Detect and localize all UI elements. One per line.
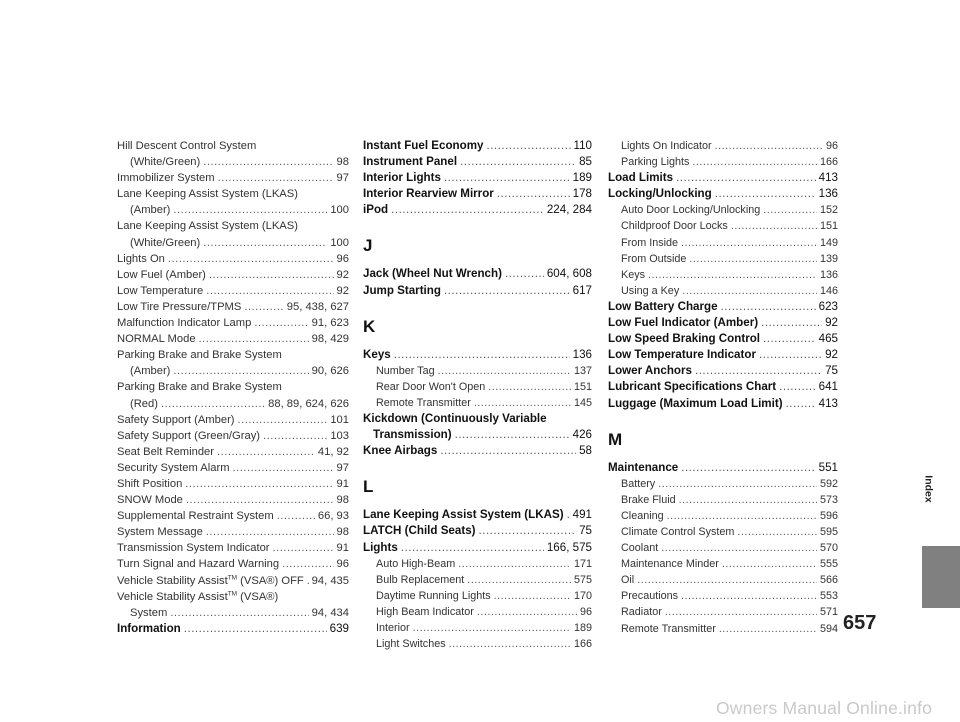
index-entry[interactable]: Oil ..... 566	[608, 572, 838, 588]
index-entry[interactable]: Vehicle Stability Assist™ (VSA®) OFF ..... 94, 435	[117, 573, 349, 589]
index-entry[interactable]: Battery ..... 592	[608, 476, 838, 492]
section-letter-l: L	[363, 477, 374, 497]
index-entry[interactable]: Precautions ..... 553	[608, 588, 838, 604]
index-entry[interactable]: High Beam Indicator ..... 96	[363, 604, 592, 620]
index-column-3	[608, 138, 838, 637]
index-entry[interactable]: Seat Belt Reminder ..... 41, 92	[117, 444, 349, 460]
section-letter-m: M	[608, 429, 623, 449]
index-column-2	[363, 138, 592, 652]
index-entry[interactable]: (White/Green) ..... 98	[117, 154, 349, 170]
index-entry[interactable]: Immobilizer System ..... 97	[117, 170, 349, 186]
index-entry[interactable]: Coolant ..... 570	[608, 540, 838, 556]
index-entry[interactable]: Cleaning ..... 596	[608, 508, 838, 524]
index-entry[interactable]: Light Switches ..... 166	[363, 636, 592, 652]
index-entry: Vehicle Stability Assist™ (VSA®)	[117, 589, 279, 603]
index-entry[interactable]: Bulb Replacement ..... 575	[363, 572, 592, 588]
index-entry[interactable]: Brake Fluid ..... 573	[608, 492, 838, 508]
index-entry[interactable]: Malfunction Indicator Lamp ..... 91, 623	[117, 315, 349, 331]
index-entry[interactable]: Remote Transmitter ..... 145	[363, 395, 592, 411]
index-entry[interactable]: Low Temperature Indicator ..... 92	[608, 347, 838, 363]
index-entry[interactable]: Luggage (Maximum Load Limit) ..... 413	[608, 396, 838, 412]
index-entry[interactable]: Radiator ..... 571	[608, 604, 838, 620]
index-entry[interactable]: Remote Transmitter ..... 594	[608, 621, 838, 637]
index-entry[interactable]: Low Tire Pressure/TPMS ..... 95, 438, 627	[117, 299, 349, 315]
index-side-tab[interactable]	[920, 466, 938, 512]
index-entry[interactable]: Childproof Door Locks ..... 151	[608, 218, 838, 234]
index-entry: Lane Keeping Assist System (LKAS)	[117, 220, 298, 233]
index-entry[interactable]: Interior ..... 189	[363, 620, 592, 636]
index-entry[interactable]: LATCH (Child Seats) ..... 75	[363, 523, 592, 539]
index-entry: Kickdown (Continuously Variable	[363, 412, 547, 426]
index-entry[interactable]: Number Tag ..... 137	[363, 363, 592, 379]
index-entry[interactable]: iPod ..... 224, 284	[363, 202, 592, 218]
index-entry[interactable]: Knee Airbags ..... 58	[363, 443, 592, 459]
index-entry[interactable]: Lower Anchors ..... 75	[608, 363, 838, 379]
index-entry[interactable]: SNOW Mode ..... 98	[117, 492, 349, 508]
index-entry[interactable]: Low Fuel Indicator (Amber) ..... 92	[608, 315, 838, 331]
index-entry: Parking Brake and Brake System	[117, 381, 282, 394]
index-entry: Lane Keeping Assist System (LKAS)	[117, 188, 298, 201]
index-tab-marker	[922, 546, 960, 608]
index-entry[interactable]: Keys ..... 136	[363, 347, 592, 363]
index-entry[interactable]: Instrument Panel ..... 85	[363, 154, 592, 170]
index-entry[interactable]: System Message ..... 98	[117, 524, 349, 540]
page-number: 657	[843, 612, 877, 634]
index-entry[interactable]: Maintenance Minder ..... 555	[608, 556, 838, 572]
index-entry[interactable]: Transmission) ..... 426	[363, 427, 592, 443]
index-entry[interactable]: Auto High-Beam ..... 171	[363, 556, 592, 572]
index-entry[interactable]: Lubricant Specifications Chart ..... 641	[608, 379, 838, 395]
index-entry[interactable]: Supplemental Restraint System ..... 66, 93	[117, 508, 349, 524]
index-entry[interactable]: Safety Support (Amber) ..... 101	[117, 412, 349, 428]
index-entry[interactable]: Auto Door Locking/Unlocking ..... 152	[608, 202, 838, 218]
index-entry[interactable]: Keys ..... 136	[608, 267, 838, 283]
index-entry[interactable]: Jump Starting ..... 617	[363, 283, 592, 299]
index-entry[interactable]: Shift Position ..... 91	[117, 476, 349, 492]
index-entry[interactable]: Lights On ..... 96	[117, 251, 349, 267]
index-entry[interactable]: (Red) ..... 88, 89, 624, 626	[117, 396, 349, 412]
index-entry[interactable]: Jack (Wheel Nut Wrench) ..... 604, 608	[363, 266, 592, 282]
index-entry[interactable]: Low Battery Charge ..... 623	[608, 299, 838, 315]
index-entry[interactable]: NORMAL Mode ..... 98, 429	[117, 331, 349, 347]
section-letter-k: K	[363, 316, 376, 336]
index-entry[interactable]: Low Speed Braking Control ..... 465	[608, 331, 838, 347]
index-entry[interactable]: Interior Lights ..... 189	[363, 170, 592, 186]
index-entry[interactable]: From Inside ..... 149	[608, 235, 838, 251]
section-letter-j: J	[363, 236, 373, 256]
index-entry: Hill Descent Control System	[117, 140, 257, 152]
index-entry[interactable]: From Outside ..... 139	[608, 251, 838, 267]
index-entry[interactable]: Turn Signal and Hazard Warning ..... 96	[117, 556, 349, 572]
index-entry[interactable]: Low Fuel (Amber) ..... 92	[117, 267, 349, 283]
index-entry[interactable]: Daytime Running Lights ..... 170	[363, 588, 592, 604]
index-entry[interactable]: (Amber) ..... 100	[117, 202, 349, 218]
index-entry[interactable]: Using a Key ..... 146	[608, 283, 838, 299]
index-entry: Parking Brake and Brake System	[117, 349, 282, 362]
index-entry[interactable]: Security System Alarm ..... 97	[117, 460, 349, 476]
index-entry[interactable]: (Amber) ..... 90, 626	[117, 363, 349, 379]
index-entry[interactable]: Low Temperature ..... 92	[117, 283, 349, 299]
index-entry[interactable]: Instant Fuel Economy ..... 110	[363, 138, 592, 154]
index-entry[interactable]: Information ..... 639	[117, 621, 349, 637]
watermark: Owners Manual Online.info	[716, 698, 933, 718]
index-entry[interactable]: Lights ..... 166, 575	[363, 540, 592, 556]
index-entry[interactable]: Transmission System Indicator ..... 91	[117, 540, 349, 556]
index-entry[interactable]: Maintenance ..... 551	[608, 460, 838, 476]
index-column-1	[117, 138, 349, 637]
index-entry[interactable]: Locking/Unlocking ..... 136	[608, 186, 838, 202]
index-entry[interactable]: System ..... 94, 434	[117, 605, 349, 621]
index-entry[interactable]: Load Limits ..... 413	[608, 170, 838, 186]
index-entry[interactable]: Lights On Indicator ..... 96	[608, 138, 838, 154]
index-entry[interactable]: Parking Lights ..... 166	[608, 154, 838, 170]
index-entry[interactable]: Lane Keeping Assist System (LKAS) ..... 491	[363, 507, 592, 523]
index-entry[interactable]: Rear Door Won't Open ..... 151	[363, 379, 592, 395]
index-side-tab-label: Index	[923, 475, 935, 503]
index-entry[interactable]: Interior Rearview Mirror ..... 178	[363, 186, 592, 202]
index-entry[interactable]: Safety Support (Green/Gray) ..... 103	[117, 428, 349, 444]
index-entry[interactable]: (White/Green) ..... 100	[117, 235, 349, 251]
index-entry[interactable]: Climate Control System ..... 595	[608, 524, 838, 540]
